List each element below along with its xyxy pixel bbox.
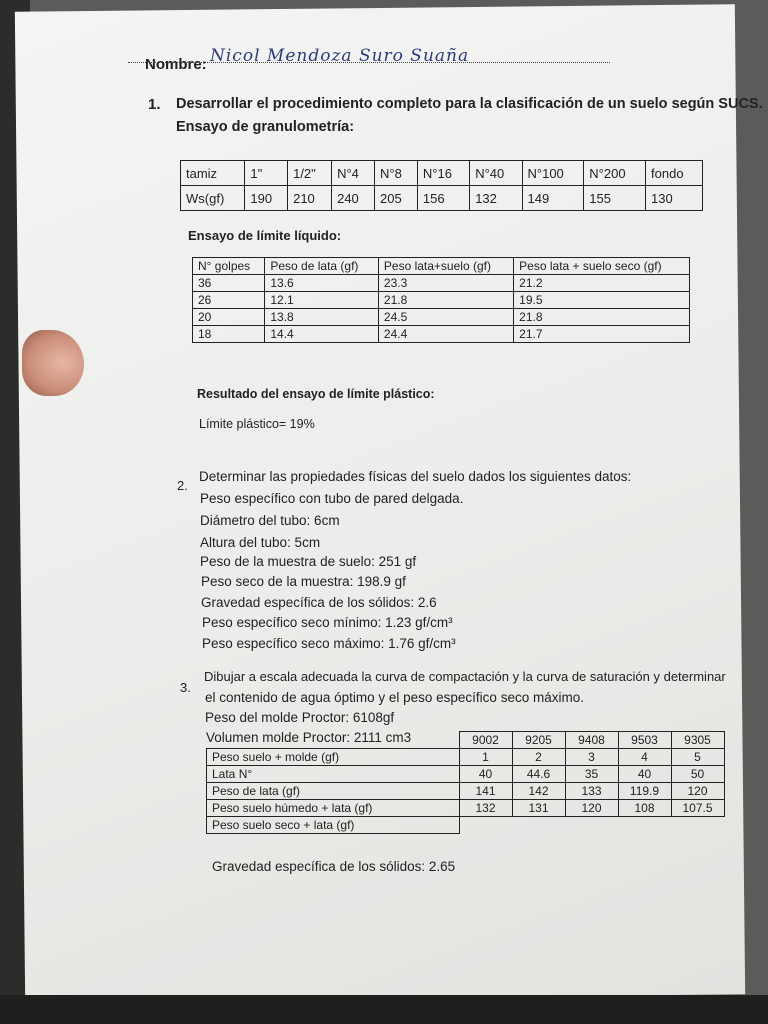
table-cell: 1 (459, 749, 512, 766)
finger (22, 330, 84, 396)
table-cell: N°8 (374, 161, 417, 186)
table-cell: 13.6 (265, 275, 379, 292)
q3-line-2: el contenido de agua óptimo y el peso específico seco máximo. (205, 690, 584, 705)
table-cell: 120 (565, 800, 618, 817)
table-row (193, 292, 690, 309)
table-cell: 5 (671, 749, 724, 766)
table-cell: 1" (245, 161, 288, 186)
plastic-limit-value: Límite plástico= 19% (199, 417, 315, 431)
granulometry-table (180, 160, 703, 211)
column-header: Peso de lata (gf) (265, 258, 379, 275)
q2-line: Peso de la muestra de suelo: 251 gf (200, 554, 417, 569)
table-cell: 36 (193, 275, 265, 292)
table-cell: 9305 (671, 732, 724, 749)
mold-weight: Peso del molde Proctor: 6108gf (205, 710, 395, 725)
table-cell: 9408 (565, 732, 618, 749)
table-cell: 9002 (459, 732, 512, 749)
table-cell: 3 (565, 749, 618, 766)
table-row (207, 749, 725, 766)
table-header-row (193, 258, 690, 275)
table-row (193, 326, 690, 343)
table-row (207, 732, 725, 749)
table-cell: 26 (193, 292, 265, 309)
table-cell: 21.2 (514, 275, 690, 292)
plastic-limit-title: Resultado del ensayo de límite plástico: (197, 387, 435, 401)
q2-line: Peso seco de la muestra: 198.9 gf (201, 574, 406, 589)
table-cell: 132 (459, 800, 512, 817)
table-cell: 4 (618, 749, 671, 766)
row-label: Peso de lata (gf) (207, 783, 460, 800)
q3-line-1: Dibujar a escala adecuada la curva de compactación y la curva de saturación y determinar (204, 669, 726, 684)
table-cell: 9205 (512, 732, 565, 749)
table-cell: 205 (374, 186, 417, 211)
table-row (181, 161, 703, 186)
column-header: Peso lata+suelo (gf) (378, 258, 513, 275)
q2-line: Gravedad específica de los sólidos: 2.6 (201, 595, 437, 610)
q1-text: Desarrollar el procedimiento completo para la clasificación de un suelo según SUCS. (176, 96, 763, 112)
empty-cell (618, 817, 671, 834)
table-cell: 13.8 (265, 309, 379, 326)
table-cell: 2 (512, 749, 565, 766)
table-row (193, 309, 690, 326)
name-signature: Nicol Mendoza Suro Suaña (210, 46, 470, 66)
mold-volume: Volumen molde Proctor: 2111 cm3 (206, 730, 412, 745)
table-row (181, 186, 703, 211)
q2-line: Peso específico seco máximo: 1.76 gf/cm³ (202, 636, 456, 651)
empty-cell (207, 732, 460, 749)
column-header: N° golpes (193, 258, 265, 275)
table-cell: 24.4 (378, 326, 513, 343)
table-cell: 24.5 (378, 309, 513, 326)
table-row (207, 817, 725, 834)
table-cell: 131 (512, 800, 565, 817)
table-cell: 40 (618, 766, 671, 783)
table-cell: 21.8 (378, 292, 513, 309)
table-cell: 12.1 (265, 292, 379, 309)
q2-title: Determinar las propiedades físicas del suelo dados los siguientes datos: (199, 469, 632, 484)
table-row (207, 766, 725, 783)
table-cell: 1/2" (288, 161, 332, 186)
q2-line: Peso específico con tubo de pared delgada. (200, 491, 464, 506)
table-cell: 21.8 (514, 309, 690, 326)
table-cell: N°4 (332, 161, 375, 186)
table-cell: N°40 (470, 161, 522, 186)
table-cell: 130 (646, 186, 703, 211)
table-cell: 40 (459, 766, 512, 783)
q1-number: 1. (148, 96, 161, 113)
q2-line: Diámetro del tubo: 6cm (200, 513, 340, 528)
table-cell: 44.6 (512, 766, 565, 783)
liquid-limit-table (192, 257, 690, 343)
empty-cell (459, 817, 512, 834)
table-cell: 107.5 (671, 800, 724, 817)
table-cell: 14.4 (265, 326, 379, 343)
solids-gravity: Gravedad específica de los sólidos: 2.65 (212, 859, 456, 874)
table-cell: 119.9 (618, 783, 671, 800)
row-label: Peso suelo seco + lata (gf) (207, 817, 460, 834)
q3-number: 3. (180, 680, 191, 695)
table-cell: 210 (288, 186, 332, 211)
granulometry-title: Ensayo de granulometría: (176, 119, 355, 135)
table-cell: 120 (671, 783, 724, 800)
table-cell: 20 (193, 309, 265, 326)
table-cell: 156 (417, 186, 469, 211)
table-cell: 133 (565, 783, 618, 800)
table-cell: 23.3 (378, 275, 513, 292)
row-label: Peso suelo húmedo + lata (gf) (207, 800, 460, 817)
table-cell: 35 (565, 766, 618, 783)
table-cell: 155 (584, 186, 646, 211)
liquid-limit-title: Ensayo de límite líquido: (188, 228, 342, 243)
table-cell: N°200 (584, 161, 646, 186)
table-cell: 141 (459, 783, 512, 800)
background-bottom (0, 995, 768, 1024)
table-cell: 190 (245, 186, 288, 211)
table-cell: 19.5 (514, 292, 690, 309)
empty-cell (671, 817, 724, 834)
table-cell: 149 (522, 186, 584, 211)
q2-line: Peso específico seco mínimo: 1.23 gf/cm³ (202, 615, 453, 630)
row-label: Lata N° (207, 766, 460, 783)
table-row (193, 275, 690, 292)
table-cell: 142 (512, 783, 565, 800)
table-cell: 18 (193, 326, 265, 343)
table-cell: fondo (646, 161, 703, 186)
table-cell: 108 (618, 800, 671, 817)
table-cell: 240 (332, 186, 375, 211)
table-cell: N°16 (417, 161, 469, 186)
proctor-table (206, 731, 725, 834)
table-cell: Ws(gf) (181, 186, 245, 211)
empty-cell (512, 817, 565, 834)
name-label: Nombre: (145, 56, 207, 73)
q2-line: Altura del tubo: 5cm (200, 535, 321, 550)
q2-number: 2. (177, 478, 188, 493)
table-cell: 132 (470, 186, 522, 211)
row-label: Peso suelo + molde (gf) (207, 749, 460, 766)
table-cell: N°100 (522, 161, 584, 186)
table-row (207, 783, 725, 800)
empty-cell (565, 817, 618, 834)
table-row (207, 800, 725, 817)
column-header: Peso lata + suelo seco (gf) (514, 258, 690, 275)
table-cell: 9503 (618, 732, 671, 749)
table-cell: tamiz (181, 161, 245, 186)
table-cell: 21.7 (514, 326, 690, 343)
table-cell: 50 (671, 766, 724, 783)
